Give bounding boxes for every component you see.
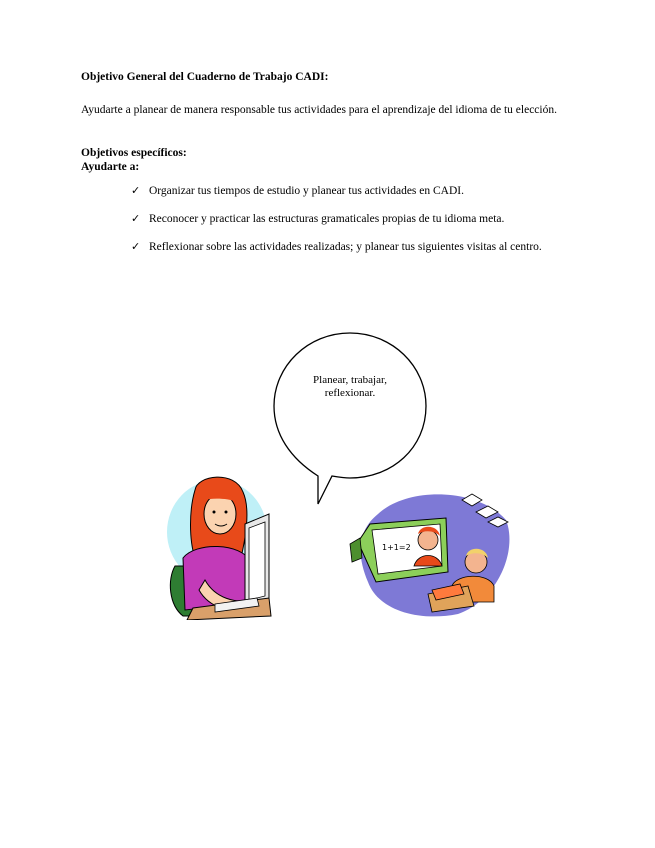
general-objective-text: Ayudarte a planear de manera responsable tus actividades para el aprendizaje del idioma de tu elección. <box>81 104 557 116</box>
list-item-text: Organizar tus tiempos de estudio y planear tus actividades en CADI. <box>149 185 464 197</box>
speech-bubble-line: Planear, trabajar, <box>313 374 387 386</box>
list-item-text: Reconocer y practicar las estructuras gramaticales propias de tu idioma meta. <box>149 213 505 225</box>
checkmark-icon: ✓ <box>131 184 141 197</box>
specific-objectives-intro: Ayudarte a: <box>81 161 140 173</box>
general-objective-heading: Objetivo General del Cuaderno de Trabajo CADI: <box>81 71 329 83</box>
speech-bubble <box>272 330 430 508</box>
girl-at-computer-illustration <box>165 470 275 620</box>
computer-lesson-illustration <box>348 490 513 618</box>
specific-objectives-heading: Objetivos específicos: <box>81 147 187 159</box>
svg-text:1+1=2: 1+1=2 <box>382 543 411 552</box>
objectives-list <box>131 184 542 268</box>
checkmark-icon: ✓ <box>131 240 141 253</box>
list-item <box>131 184 542 212</box>
speech-bubble-text <box>300 374 400 400</box>
list-item <box>131 212 542 240</box>
list-item <box>131 240 542 268</box>
list-item-text: Reflexionar sobre las actividades realizadas; y planear tus siguientes visitas al centro. <box>149 241 542 253</box>
speech-bubble-line: reflexionar. <box>324 387 376 399</box>
checkmark-icon: ✓ <box>131 212 141 225</box>
